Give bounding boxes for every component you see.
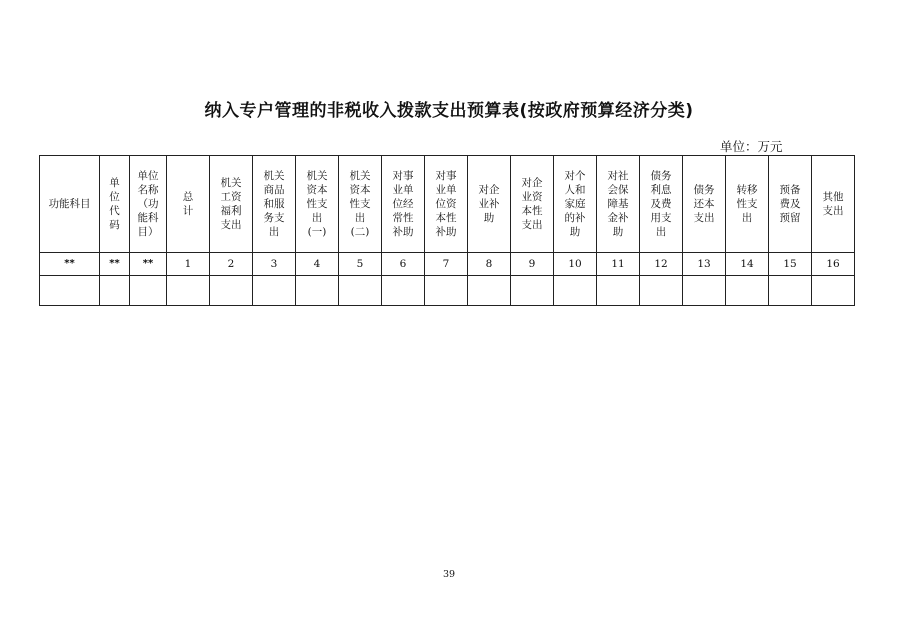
code-cell: 16 bbox=[812, 253, 855, 276]
data-cell bbox=[511, 276, 554, 306]
header-cell: 转移 性支 出 bbox=[726, 156, 769, 253]
header-row bbox=[40, 156, 855, 253]
data-cell bbox=[726, 276, 769, 306]
data-cell bbox=[382, 276, 425, 306]
code-cell: 8 bbox=[468, 253, 511, 276]
data-cell bbox=[253, 276, 296, 306]
header-cell: 预备 费及 预留 bbox=[769, 156, 812, 253]
page-number: 39 bbox=[442, 569, 456, 580]
code-cell: 10 bbox=[554, 253, 597, 276]
code-cell: 4 bbox=[296, 253, 339, 276]
header-cell: 机关 资本 性支 出 (一) bbox=[296, 156, 339, 253]
header-cell: 机关 工资 福利 支出 bbox=[210, 156, 253, 253]
code-cell: ** bbox=[100, 253, 130, 276]
header-cell: 单 位 代 码 bbox=[100, 156, 130, 253]
header-cell: 其他 支出 bbox=[812, 156, 855, 253]
code-cell: 5 bbox=[339, 253, 382, 276]
data-row bbox=[40, 276, 855, 306]
data-cell bbox=[812, 276, 855, 306]
data-cell bbox=[769, 276, 812, 306]
header-cell: 对企 业资 本性 支出 bbox=[511, 156, 554, 253]
header-cell: 对企 业补 助 bbox=[468, 156, 511, 253]
data-cell bbox=[468, 276, 511, 306]
code-cell: 13 bbox=[683, 253, 726, 276]
code-cell: ** bbox=[130, 253, 167, 276]
data-cell bbox=[40, 276, 100, 306]
data-cell bbox=[554, 276, 597, 306]
code-cell: 2 bbox=[210, 253, 253, 276]
header-cell: 对事 业单 位经 常性 补助 bbox=[382, 156, 425, 253]
data-cell bbox=[339, 276, 382, 306]
code-cell: ** bbox=[40, 253, 100, 276]
data-cell bbox=[425, 276, 468, 306]
code-cell: 15 bbox=[769, 253, 812, 276]
header-cell: 功能科目 bbox=[40, 156, 100, 253]
data-cell bbox=[683, 276, 726, 306]
data-cell bbox=[167, 276, 210, 306]
data-cell bbox=[597, 276, 640, 306]
header-cell: 单位 名称 （功 能科 目） bbox=[130, 156, 167, 253]
code-cell: 3 bbox=[253, 253, 296, 276]
header-cell: 债务 还本 支出 bbox=[683, 156, 726, 253]
header-cell: 机关 商品 和服 务支 出 bbox=[253, 156, 296, 253]
code-cell: 12 bbox=[640, 253, 683, 276]
code-cell: 14 bbox=[726, 253, 769, 276]
header-cell: 总 计 bbox=[167, 156, 210, 253]
page-title: 纳入专户管理的非税收入拨款支出预算表(按政府预算经济分类) bbox=[204, 101, 694, 121]
code-cell: 6 bbox=[382, 253, 425, 276]
code-cell: 9 bbox=[511, 253, 554, 276]
unit-label: 单位：万元 bbox=[720, 139, 783, 154]
code-row bbox=[40, 253, 855, 276]
header-cell: 机关 资本 性支 出 (二) bbox=[339, 156, 382, 253]
code-cell: 7 bbox=[425, 253, 468, 276]
budget-table bbox=[39, 155, 855, 306]
header-cell: 对事 业单 位资 本性 补助 bbox=[425, 156, 468, 253]
data-cell bbox=[210, 276, 253, 306]
code-cell: 1 bbox=[167, 253, 210, 276]
data-cell bbox=[640, 276, 683, 306]
data-cell bbox=[100, 276, 130, 306]
header-cell: 对社 会保 障基 金补 助 bbox=[597, 156, 640, 253]
data-cell bbox=[130, 276, 167, 306]
header-cell: 债务 利息 及费 用支 出 bbox=[640, 156, 683, 253]
data-cell bbox=[296, 276, 339, 306]
header-cell: 对个 人和 家庭 的补 助 bbox=[554, 156, 597, 253]
code-cell: 11 bbox=[597, 253, 640, 276]
